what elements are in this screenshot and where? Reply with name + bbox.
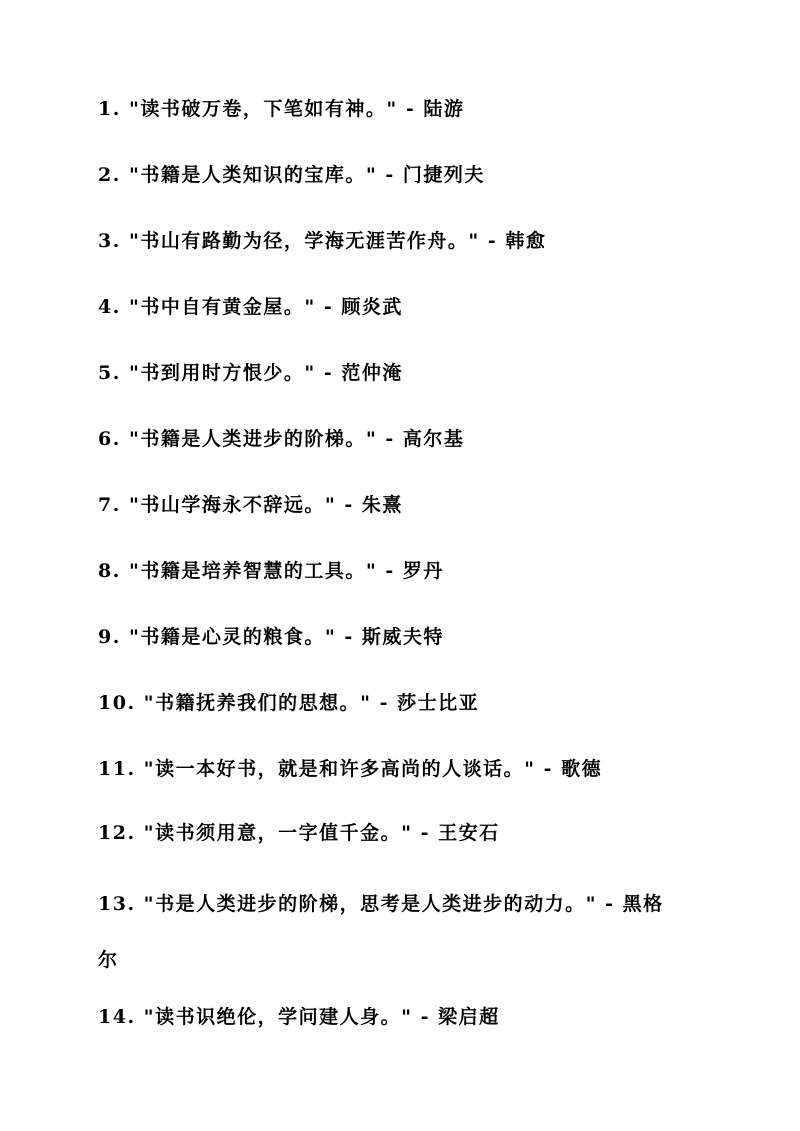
quote-line: 3. "书山有路勤为径，学海无涯苦作舟。" - 韩愈 (98, 230, 547, 252)
quote-line: 8. "书籍是培养智慧的工具。" - 罗丹 (98, 560, 444, 582)
quote-line: 9. "书籍是心灵的粮食。" - 斯威夫特 (98, 626, 444, 648)
quote-line: 1. "读书破万卷，下笔如有神。" - 陆游 (98, 98, 465, 120)
quote-line: 2. "书籍是人类知识的宝库。" - 门捷列夫 (98, 164, 485, 186)
quote-line: 4. "书中自有黄金屋。" - 顾炎武 (98, 296, 403, 318)
quote-line: 10. "书籍抚养我们的思想。" - 莎士比亚 (98, 692, 480, 714)
quote-line: 11. "读一本好书，就是和许多高尚的人谈话。" - 歌德 (98, 758, 603, 780)
quote-line: 14. "读书识绝伦，学问建人身。" - 梁启超 (98, 1006, 500, 1028)
quote-line: 13. "书是人类进步的阶梯，思考是人类进步的动力。" - 黑格尔 (98, 893, 664, 971)
quote-line: 7. "书山学海永不辞远。" - 朱熹 (98, 494, 403, 516)
quote-line: 6. "书籍是人类进步的阶梯。" - 高尔基 (98, 428, 465, 450)
quote-line: 5. "书到用时方恨少。" - 范仲淹 (98, 362, 403, 384)
quote-line: 12. "读书须用意，一字值千金。" - 王安石 (98, 822, 500, 844)
